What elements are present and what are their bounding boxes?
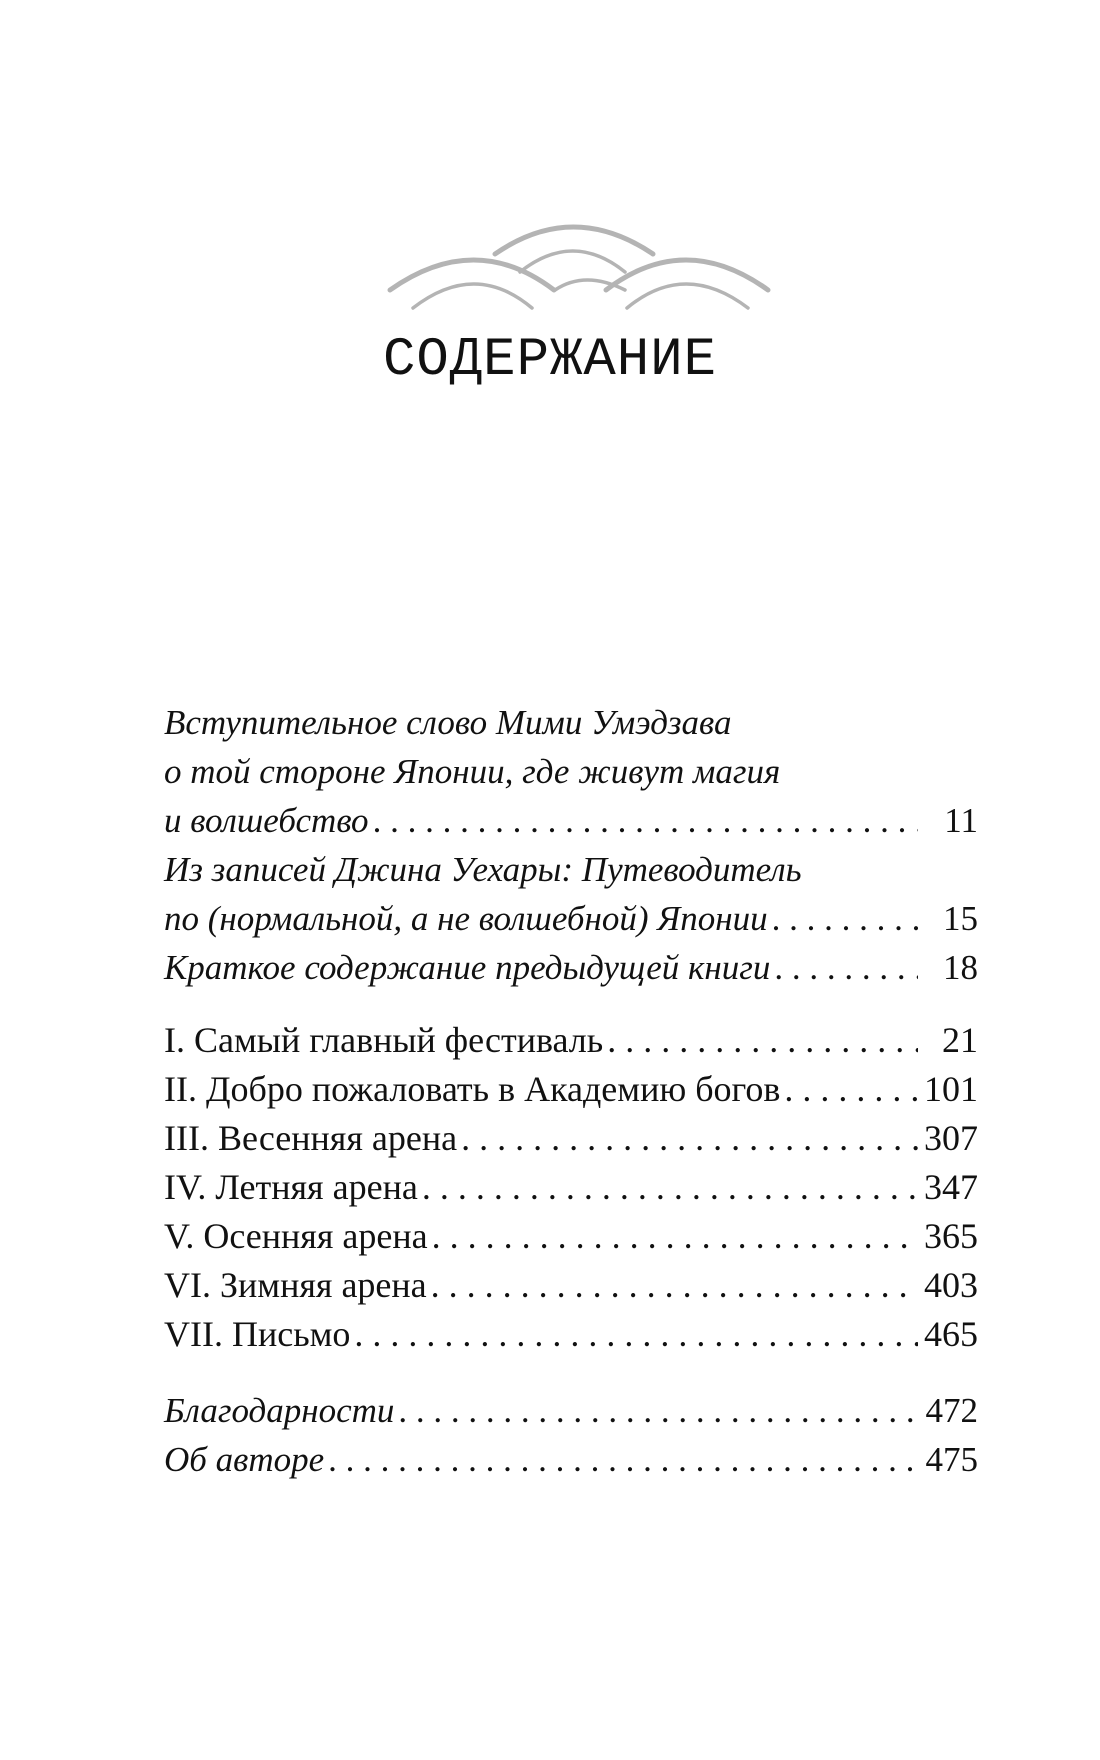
page-number: 18	[943, 948, 978, 987]
page-number: 365	[924, 1216, 978, 1256]
toc-entry-chapter-6[interactable]: VI. Зимняя арена . . . 403	[164, 1261, 978, 1310]
toc-entry-guide[interactable]: по (нормальной, а не волшебной) Японии . . . 15	[164, 894, 978, 943]
leader-dots	[354, 1310, 918, 1359]
toc-entry-about-author[interactable]: Об авторе . . . 475	[164, 1435, 978, 1484]
leader-dots	[772, 894, 918, 943]
page-number: 11	[944, 801, 978, 840]
toc-entry-chapter-3[interactable]: III. Весенняя арена . . . 307	[164, 1114, 978, 1163]
leader-dots	[373, 796, 918, 845]
toc-line: Из записей Джина Уехары: Путеводитель	[164, 850, 802, 889]
page-number: 475	[925, 1440, 978, 1479]
toc-entry-chapter-7[interactable]: VII. Письмо . . . 465	[164, 1310, 978, 1359]
page-title: СОДЕРЖАНИЕ	[382, 330, 718, 391]
toc-entry-chapter-4[interactable]: IV. Летняя арена . . . 347	[164, 1163, 978, 1212]
toc-entry-chapter-1[interactable]: I. Самый главный фестиваль . . . 21	[164, 1016, 978, 1065]
page-number: 21	[942, 1020, 978, 1060]
page-number: 347	[924, 1167, 978, 1207]
leader-dots	[607, 1016, 918, 1065]
toc-line: о той стороне Японии, где живут магия	[164, 752, 781, 791]
page-number: 101	[924, 1069, 978, 1109]
toc-entry-chapter-2[interactable]: II. Добро пожаловать в Академию богов . . . 101	[164, 1065, 978, 1114]
cloud-waves-ornament-icon	[380, 210, 780, 310]
toc-entry-intro[interactable]: и волшебство . . . 11	[164, 796, 978, 845]
leader-dots	[432, 1212, 918, 1261]
leader-dots	[422, 1163, 918, 1212]
leader-dots	[328, 1435, 918, 1484]
leader-dots	[398, 1386, 918, 1435]
page-number: 403	[924, 1265, 978, 1305]
leader-dots	[431, 1261, 918, 1310]
toc-entry-summary[interactable]: Краткое содержание предыдущей книги . . . 18	[164, 943, 978, 992]
page-number: 15	[943, 899, 978, 938]
toc-line: Вступительное слово Мими Умэдзава	[164, 703, 732, 742]
leader-dots	[774, 943, 918, 992]
leader-dots	[784, 1065, 918, 1114]
page-number: 307	[924, 1118, 978, 1158]
page-number: 465	[924, 1314, 978, 1354]
toc-entry-acknowledgements[interactable]: Благодарности . . . 472	[164, 1386, 978, 1435]
leader-dots	[461, 1114, 918, 1163]
page-number: 472	[925, 1391, 978, 1430]
toc-entry-chapter-5[interactable]: V. Осенняя арена . . . 365	[164, 1212, 978, 1261]
